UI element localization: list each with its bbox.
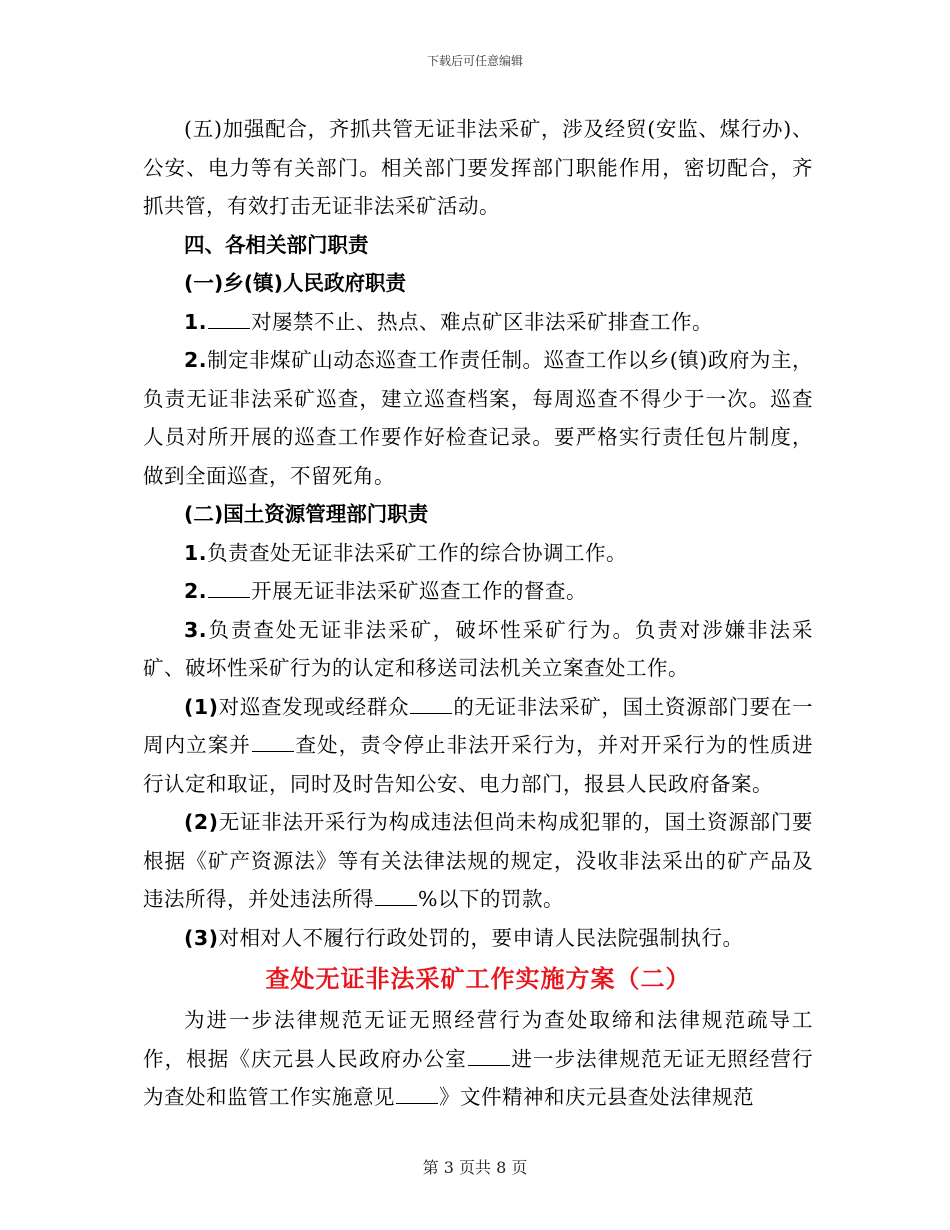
paragraph-intro	[143, 1001, 813, 1117]
list-item-land-2	[143, 572, 813, 611]
list-number: 2.	[184, 348, 208, 372]
list-number: 2.	[184, 579, 208, 603]
blank-line	[208, 583, 250, 598]
paragraph-coordination: (五)加强配合，齐抓共管无证非法采矿，涉及经贸(安监、煤行办)、公安、电力等有关部门。相关部门要发挥部门职能作用，密切配合，齐抓共管，有效打击无证非法采矿活动。	[143, 117, 813, 218]
sub-text-c: 查处，责令停止非法开采行为，并对开采行为的性质进行认定和取证，同时及时告知公安、电力部门，报县人民政府备案。	[143, 733, 814, 796]
list-item-land-1	[143, 534, 813, 573]
intro-text-b: 进一步法律规范无证无照经营行为查处和监管工作实施意见	[143, 1046, 814, 1109]
sub-item-3	[143, 919, 813, 958]
section-title-2: 查处无证非法采矿工作实施方案（二）	[265, 965, 691, 993]
list-number: 3.	[184, 617, 208, 642]
blank-line	[410, 699, 452, 714]
sub-text: 对相对人不履行行政处罚的，要申请人民法院强制执行。	[218, 925, 744, 950]
list-text: 制定非煤矿山动态巡查工作责任制。巡查工作以乡(镇)政府为主，负责无证非法采矿巡查，建立巡查档案，每周巡查不得少于一次。巡查人员对所开展的巡查工作要作好检查记录。要严格实行责任包片制度，做到全面巡查，不留死角。	[143, 348, 813, 488]
blank-line	[468, 1051, 510, 1066]
list-item-township-1	[143, 303, 813, 342]
sub-item-1	[143, 688, 813, 804]
sub-text-b: 的无证非法采矿，国土资源部门要在一周内立案并	[143, 694, 814, 757]
list-text: 对屡禁不止、热点、难点矿区非法采矿排查工作。	[251, 309, 714, 334]
list-text: 开展无证非法采矿巡查工作的督查。	[251, 579, 588, 603]
sub-number: (1)	[184, 694, 219, 719]
list-text: 负责查处无证非法采矿工作的综合协调工作。	[207, 540, 628, 565]
sub-text-a: 无证非法开采行为构成违法但尚未构成犯罪的，国土资源部门要根据《矿产资源法》等有关法律法规的规定，没收非法采出的矿产品及违法所得，并处违法所得	[143, 810, 813, 911]
subsection-heading-township: (一)乡(镇)人民政府职责	[184, 271, 406, 295]
sub-number: (3)	[184, 925, 219, 950]
intro-text-a: 为进一步法律规范无证无照经营行为查处取缔和法律规范疏导工作，根据《庆元县人民政府办公室	[143, 1008, 813, 1071]
list-item-township-2	[143, 341, 813, 495]
document-body	[143, 110, 813, 1117]
list-number: 1.	[184, 309, 208, 334]
list-item-land-3	[143, 611, 813, 688]
list-text: 负责查处无证非法采矿，破坏性采矿行为。负责对涉嫌非法采矿、破坏性采矿行为的认定和移送司法机关立案查处工作。	[143, 617, 813, 680]
intro-text-c: 》文件精神和庆元县查处法律规范	[439, 1085, 754, 1109]
blank-line	[252, 737, 294, 752]
blank-line	[375, 891, 417, 906]
list-number: 1.	[184, 540, 208, 565]
blank-line	[396, 1089, 438, 1104]
sub-number: (2)	[184, 810, 219, 834]
blank-line	[208, 314, 250, 329]
sub-text-b: %以下的罚款。	[418, 887, 564, 911]
page-header: 下载后可任意编辑	[426, 54, 523, 68]
page-footer: 第 3 页共 8 页	[422, 1158, 528, 1177]
section-heading-4: 四、各相关部门职责	[184, 232, 369, 257]
sub-text-a: 对巡查发现或经群众	[218, 694, 410, 719]
subsection-heading-land-resources: (二)国土资源管理部门职责	[184, 502, 429, 526]
sub-item-2	[143, 803, 813, 919]
